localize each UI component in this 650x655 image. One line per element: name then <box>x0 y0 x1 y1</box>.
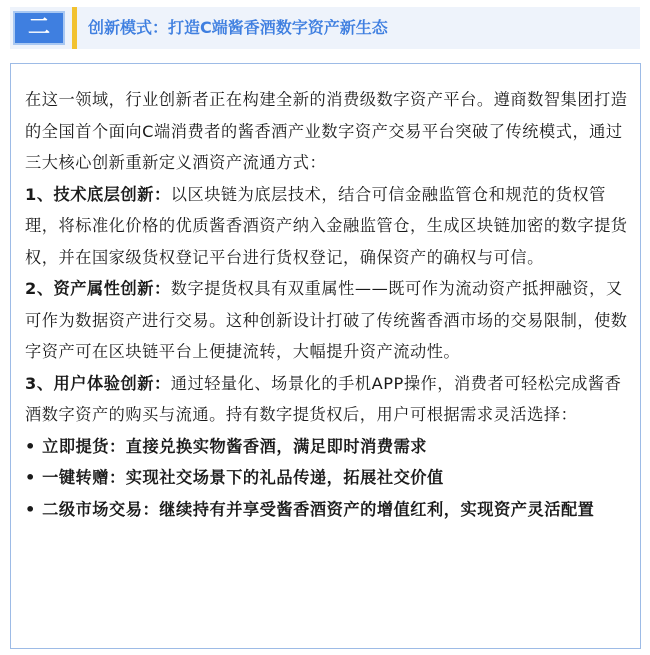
point-label: 2、资产属性创新： <box>25 279 171 298</box>
bullet-item: • 二级市场交易：继续持有并享受酱香酒资产的增值红利，实现资产灵活配置 <box>25 499 595 519</box>
accent-bar <box>72 7 77 49</box>
section-number-badge: 二 <box>13 11 65 45</box>
point-asset-attribute <box>25 273 628 368</box>
point-text: 通过轻量化、场景化的手机APP操作，消费者可轻松完成酱香酒数字资产的购买与流通。持有数字提货权后，用户可根据需求灵活选择： <box>25 373 622 424</box>
point-technology <box>25 179 628 274</box>
point-text: 数字提货权具有双重属性——既可作为流动资产抵押融资，又可作为数据资产进行交易。这种创新设计打破了传统酱香酒市场的交易限制，使数字资产可在区块链平台上便捷流转，大幅提升资产流动性。 <box>25 279 628 361</box>
bullet-item: • 立即提货：直接兑换实物酱香酒，满足即时消费需求 <box>25 436 428 456</box>
section-title: 创新模式：打造C端酱香酒数字资产新生态 <box>88 18 388 37</box>
point-label: 1、技术底层创新： <box>25 184 171 204</box>
point-label: 3、用户体验创新： <box>25 373 171 393</box>
point-text: 以区块链为底层技术，结合可信金融监管仓和规范的货权管理，将标准化价格的优质酱香酒资产纳入金融监管仓，生成区块链加密的数字提货权，并在国家级货权登记平台进行货权登记，确保资产的确权与可信。 <box>25 184 628 267</box>
intro-paragraph: 在这一领域，行业创新者正在构建全新的消费级数字资产平台。遵商数智集团打造的全国首个面向C端消费者的酱香酒产业数字资产交易平台突破了传统模式，通过三大核心创新重新定义酒资产流通方式： <box>25 90 628 172</box>
content-box <box>10 63 641 649</box>
section-header <box>10 7 640 49</box>
bullet-item: • 一键转赠：实现社交场景下的礼品传递，拓展社交价值 <box>25 468 444 487</box>
point-user-experience <box>25 368 628 431</box>
